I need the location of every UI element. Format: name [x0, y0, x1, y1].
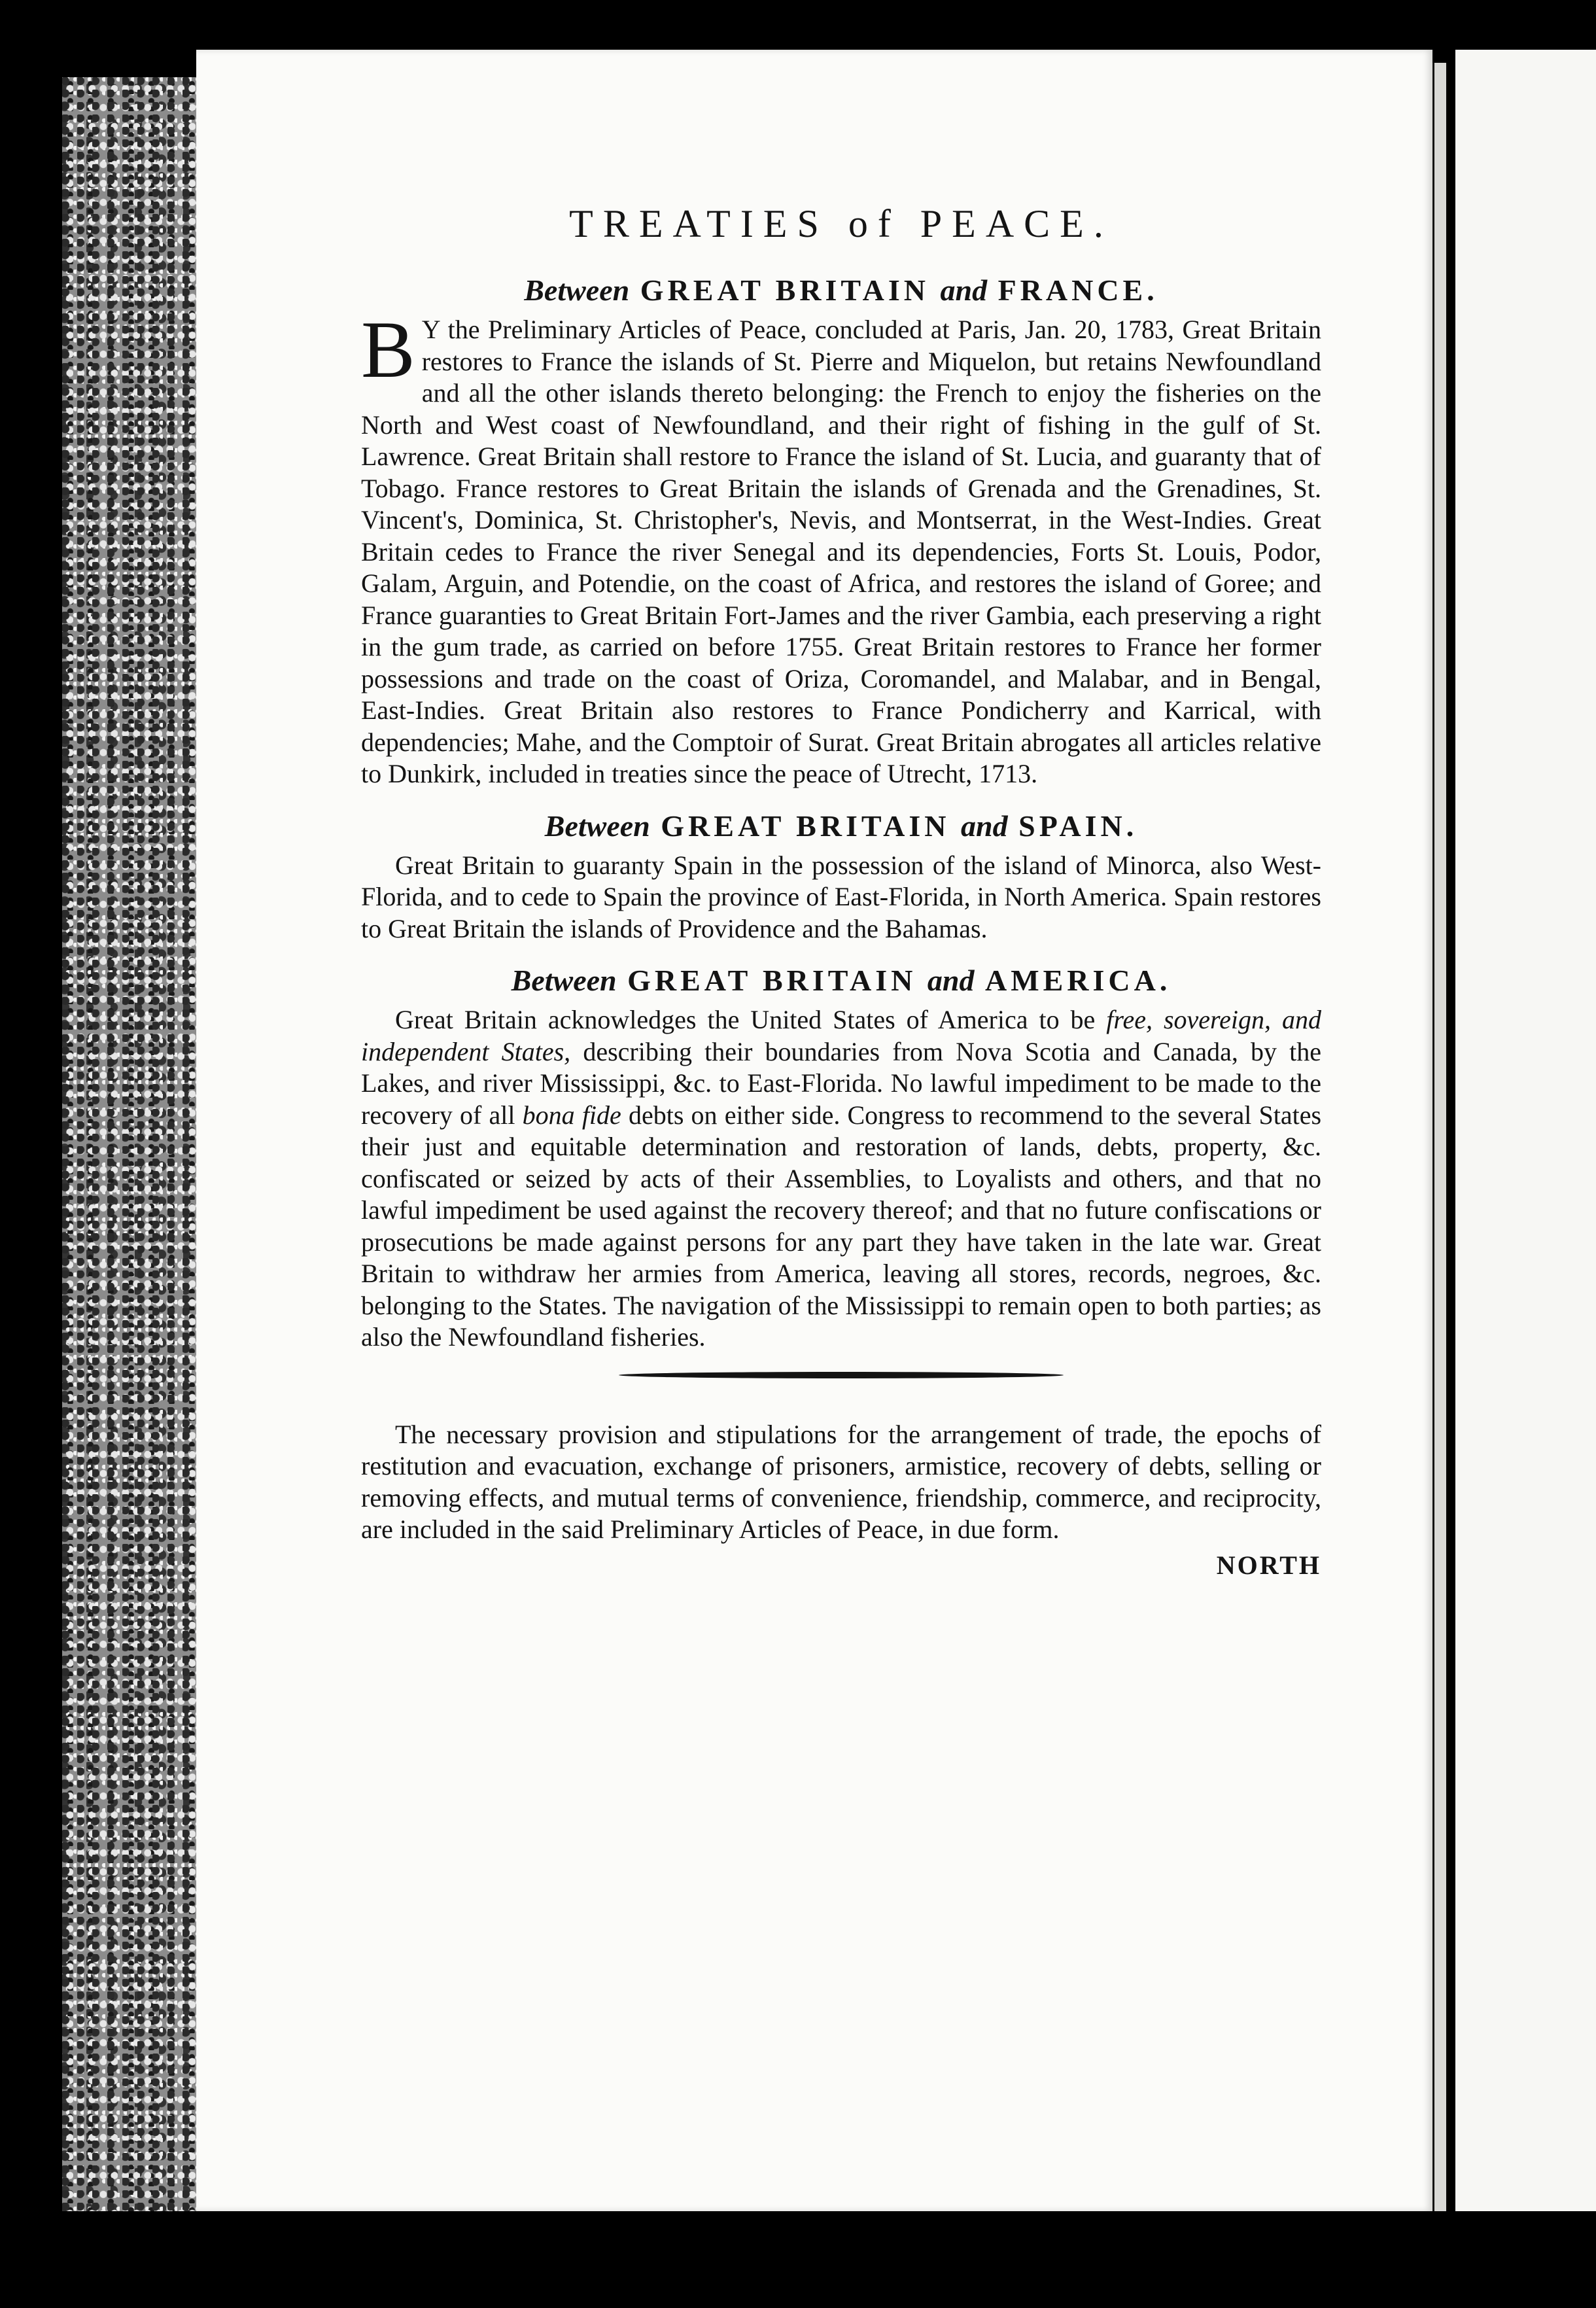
heading-joiner: and: [927, 964, 975, 997]
heading-joiner: and: [940, 273, 988, 307]
ornamental-rule: [619, 1372, 1064, 1378]
paragraph-spain: Great Britain to guaranty Spain in the possession of the island of Minorca, also West-Florida, and to cede to Spain the province of East-Florida, in North America. Spain restores to Great Britain the islands of Providence and the Bahamas.: [361, 850, 1321, 943]
heading-prefix: Between: [524, 273, 630, 307]
facing-page: [1455, 50, 1596, 2211]
page-content: [361, 201, 1321, 1581]
section-heading-spain: [361, 809, 1321, 843]
paragraph-closing: The necessary provision and stipulations for the arrangement of trade, the epochs of restitution and evacuation, exchange of prisoners, armistice, recovery of debts, selling or removing effects, and mutual terms of convenience, friendship, commerce, and reciprocity, are included in the said Preliminary Articles of Peace, in due form.: [361, 1419, 1321, 1544]
italic-run: bona fide: [522, 1100, 621, 1130]
catchword: NORTH: [1216, 1550, 1321, 1580]
heading-prefix: Between: [544, 809, 650, 843]
heading-right: FRANCE.: [998, 273, 1158, 307]
italic-run: free, sovereign, and independent States,: [361, 1005, 1321, 1066]
section-heading-france: [361, 273, 1321, 307]
paragraph-america: [361, 1004, 1321, 1354]
book-page: [196, 50, 1432, 2211]
heading-right: AMERICA.: [984, 964, 1171, 997]
text-run: debts on either side. Congress to recommend to the several States their just and equitable determination and restoration of lands, debts, property, &c. confiscated or seized by acts of their Assemblies, to Loyalists and others, and that no lawful impediment be used against the recovery thereof; and that no future confiscations or prosecutions be made against persons for any part they have taken in the late war. Great Britain to withdraw her armies from America, leaving all stores, records, negroes, &c. belonging to the States. The navigation of the Mississippi to remain open to both parties; as also the Newfoundland fisheries.: [361, 1100, 1322, 1352]
page-title: TREATIES of PEACE.: [569, 202, 1113, 245]
heading-left: GREAT BRITAIN: [627, 964, 917, 997]
text-run: describing their boundaries from Nova Scotia and Canada, by the Lakes, and river Mississippi, &c. to East-Florida. No lawful impediment to be made to the recovery of all: [361, 1036, 1322, 1130]
heading-joiner: and: [961, 809, 1008, 843]
page-fore-edge: [1432, 63, 1446, 2211]
text-run: Great Britain acknowledges the United States of America to be: [395, 1005, 1096, 1034]
book-binding-edge: [62, 77, 196, 2211]
heading-left: GREAT BRITAIN: [640, 273, 929, 307]
heading-right: SPAIN.: [1018, 809, 1138, 843]
heading-left: GREAT BRITAIN: [661, 809, 950, 843]
section-heading-america: [361, 963, 1321, 998]
paragraph-france: BY the Preliminary Articles of Peace, concluded at Paris, Jan. 20, 1783, Great Britain restores to France the islands of St. Pierre and Miquelon, but retains Newfoundland and all the other islands thereto belonging: the French to enjoy the fisheries on the North and West coast of Newfoundland, and their right of fishing in the gulf of St. Lawrence. Great Britain shall restore to France the island of St. Lucia, and guaranty that of Tobago. France restores to Great Britain the islands of Grenada and the Grenadines, St. Vincent's, Dominica, St. Christopher's, Nevis, and Montserrat, in the West-Indies. Great Britain cedes to France the river Senegal and its dependencies, Forts St. Louis, Podor, Galam, Arguin, and Potendie, on the coast of Africa, and restores the island of Goree; and France guaranties to Great Britain Fort-James and the river Gambia, each preserving a right in the gum trade, as carried on before 1755. Great Britain restores to France her former possessions and trade on the coast of Oriza, Coromandel, and Malabar, and in Bengal, East-Indies. Great Britain also restores to France Pondicherry and Karrical, with dependencies; Mahe, and the Comptoir of Surat. Great Britain abrogates all articles relative to Dunkirk, included in treaties since the peace of Utrecht, 1713.: [361, 305, 1321, 788]
heading-prefix: Between: [511, 964, 617, 997]
